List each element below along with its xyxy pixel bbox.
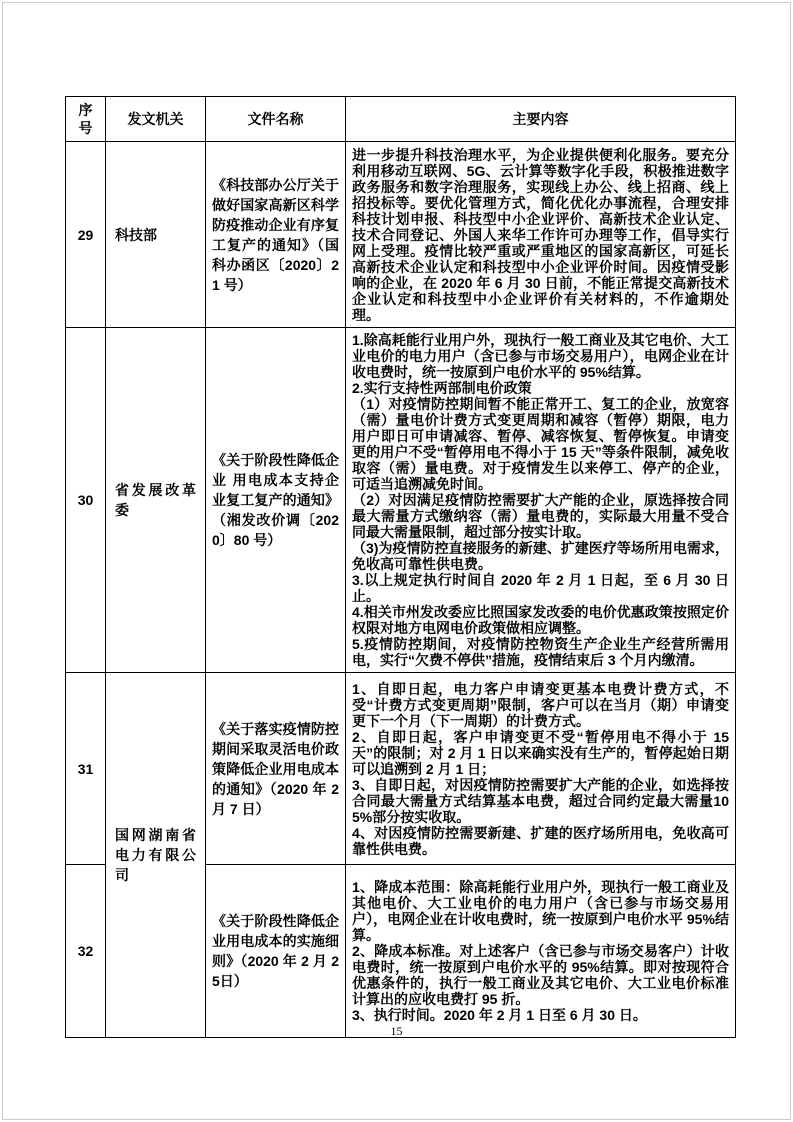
agency-cell: 省发展改革委 — [106, 328, 206, 673]
policy-table — [65, 96, 736, 1038]
row-number-cell: 31 — [66, 673, 106, 865]
agency-cell: 科技部 — [106, 142, 206, 328]
content-paragraph: 1、降成本范围：除高耗能行业用户外，现执行一般工商业及其他电价、大工业电价的电力用户（含已参与市场交易用户），电网企业在计收电费时，统一按原到户电价水平 95%结算。 — [352, 879, 729, 943]
content-paragraph: 4.相关市州发改委应比照国家发改委的电价优惠政策按照定价权限对地方电网电价政策做相应调整。 — [352, 604, 729, 636]
page-number: 15 — [390, 1024, 403, 1038]
content-paragraph: 2、降成本标准。对上述客户（含已参与市场交易客户）计收电费时，统一按原到户电价水平的 95%结算。即对按现符合优惠条件的，执行一般工商业及其它电价、大工业电价标准计算出的应收电费打 95 折。 — [352, 943, 729, 1007]
title-cell: 《科技部办公厅关于做好国家高新区科学防疫推动企业有序复工复产的通知》（国科办函区〔2020〕21 号） — [206, 142, 346, 328]
content-cell — [346, 142, 736, 328]
title-cell: 《关于落实疫情防控期间采取灵活电价政策降低企业用电成本的通知》（2020 年 2月 7 日） — [206, 673, 346, 865]
content-paragraph: 3、自即日起，对因疫情防控需要扩大产能的企业，如选择按合同最大需量方式结算基本电费，超过合同约定最大需量105%部分按实收取。 — [352, 776, 729, 825]
header-content: 主要内容 — [346, 97, 736, 142]
table-body — [66, 142, 736, 1038]
content-paragraph: （1）对疫情防控期间暂不能正常开工、复工的企业，放宽容（需）量电价计费方式变更周期和减容（暂停）期限，电力用户即日可申请减容、暂停、减容恢复、暂停恢复。申请变更的用户不受“暂停用电不得小于 15 天”等条件限制，减免收取容（需）量电费。对于疫情发生以来停工、停产的企业，可适当追溯减免时间。 — [352, 396, 729, 492]
row-number-cell: 29 — [66, 142, 106, 328]
content-paragraph: 1.除高耗能行业用户外，现执行一般工商业及其它电价、大工业电价的电力用户（含已参与市场交易用户），电网企业在计收电费时，统一按原到户电价水平的 95%结算。 — [352, 332, 729, 380]
content-paragraph: 进一步提升科技治理水平，为企业提供便利化服务。要充分利用移动互联网、5G、云计算等数字化手段，积极推进数字政务服务和数字治理服务，实现线上办公、线上招商、线上招投标等。要优化管理方式，简化优化办事流程，合理安排科技计划申报、科技型中小企业评价、高新技术企业认定、技术合同登记、外国人来华工作许可办理等工作，倡导实行网上受理。疫情比较严重或严重地区的国家高新区，可延长高新技术企业认定和科技型中小企业评价时间。因疫情受影响的企业，在 2020 年 6 月 30 日前，不能正常提交高新技术企业认定和科技型中小企业评价有关材料的，不作逾期处理。 — [352, 146, 729, 323]
content-cell — [346, 865, 736, 1038]
content-paragraph: （3)为疫情防控直接服务的新建、扩建医疗等场所用电需求，免收高可靠性供电费。 — [352, 540, 729, 572]
content-paragraph: 3.以上规定执行时间自 2020 年 2 月 1 日起，至 6 月 30 日止。 — [352, 572, 729, 604]
content-paragraph: 4、对因疫情防控需要新建、扩建的医疗场所用电，免收高可靠性供电费。 — [352, 824, 729, 857]
header-number: 序号 — [66, 97, 106, 142]
content-cell — [346, 673, 736, 865]
row-number-cell: 32 — [66, 865, 106, 1038]
row-number-cell: 30 — [66, 328, 106, 673]
content-paragraph: （2）对因满足疫情防控需要扩大产能的企业，原选择按合同最大需量方式缴纳容（需）量电费的，实际最大用量不受合同最大需量限制，超过部分按实计取。 — [352, 492, 729, 540]
content-paragraph: 2、自即日起，客户申请变更不受“暂停用电不得小于 15 天”的限制；对 2 月 1 日以来确实没有生产的，暂停起始日期可以追溯到 2 月 1 日； — [352, 728, 729, 777]
header-agency: 发文机关 — [106, 97, 206, 142]
agency-cell: 国网湖南省电力有限公司 — [106, 673, 206, 1038]
content-paragraph: 3、执行时间。2020 年 2 月 1 日至 6 月 30 日。 — [352, 1007, 647, 1023]
table-row — [66, 142, 736, 328]
title-cell: 《关于阶段性降低企业 用电成本支持企业复工复产的通知》（湘发改价调〔2020〕80 号） — [206, 328, 346, 673]
content-cell — [346, 328, 736, 673]
header-row — [66, 97, 736, 142]
content-paragraph: 5.疫情防控期间，对疫情防控物资生产企业生产经营所需用电，实行“欠费不停供”措施，疫情结束后 3 个月内缴清。 — [352, 636, 729, 668]
table-row — [66, 328, 736, 673]
title-cell: 《关于阶段性降低企业用电成本的实施细则》（2020 年 2 月 25日） — [206, 865, 346, 1038]
content-paragraph: 2.实行支持性两部制电价政策 — [352, 380, 532, 396]
table-row — [66, 673, 736, 865]
content-paragraph: 1、自即日起，电力客户申请变更基本电费计费方式，不受“计费方式变更周期”限制，客户可以在当月（期）申请变更下一个月（下一周期）的计费方式。 — [352, 680, 729, 729]
header-title: 文件名称 — [206, 97, 346, 142]
